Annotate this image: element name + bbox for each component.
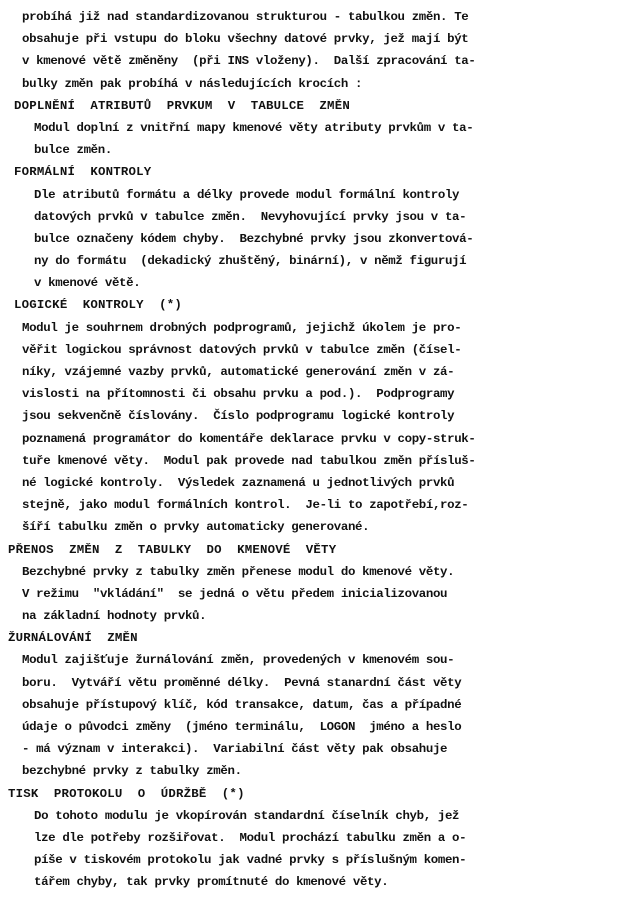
section-prenos-zmen — [8, 539, 613, 628]
text-line: - má význam v interakci). Variabilní část věty pak obsahuje — [22, 742, 448, 757]
section-heading: PŘENOS ZMĚN Z TABULKY DO KMENOVÉ VĚTY — [8, 542, 337, 557]
text-line: Bezchybné prvky z tabulky změn přenese modul do kmenové věty. — [22, 564, 455, 579]
text-line: probíhá již nad standardizovanou strukturou - tabulkou změn. Te — [22, 10, 469, 24]
text-line: lze dle potřeby rozšiřovat. Modul prochází tabulku změn a o- — [34, 830, 467, 845]
text-line: Modul zajišťuje žurnálování změn, provedených v kmenovém sou- — [22, 653, 455, 668]
section-heading: FORMÁLNÍ KONTROLY — [14, 165, 152, 180]
text-line: poznamená programátor do komentáře deklarace prvku v copy-struk- — [22, 431, 476, 446]
text-line: věřit logickou správnost datových prvků v tabulce změn (čísel- — [22, 342, 462, 357]
text-line: níky, vzájemné vazby prvků, automatické generování změn v zá- — [22, 365, 455, 379]
text-line: Modul doplní z vnitřní mapy kmenové věty atributy prvkům v ta- — [34, 120, 474, 135]
text-line: Dle atributů formátu a délky provede modul formální kontroly — [34, 187, 460, 202]
text-line: V režimu "vkládání" se jedná o větu předem inicializovanou — [22, 586, 448, 601]
intro-paragraph — [8, 6, 613, 95]
text-line: datových prvků v tabulce změn. Nevyhovující prvky jsou v ta- — [34, 209, 467, 224]
text-line: píše v tiskovém protokolu jak vadné prvky s příslušným komen- — [34, 853, 467, 868]
text-line: bezchybné prvky z tabulky změn. — [22, 764, 242, 779]
section-doplneni-atributu — [8, 95, 613, 162]
text-line: na základní hodnoty prvků. — [22, 609, 207, 624]
text-line: jsou sekvenčně číslovány. Číslo podprogramu logické kontroly — [22, 409, 455, 424]
text-line: Modul je souhrnem drobných podprogramů, jejichž úkolem je pro- — [22, 320, 462, 335]
text-line: bulce změn. — [34, 143, 112, 158]
text-line: tuře kmenové věty. Modul pak provede nad tabulkou změn přísluš- — [22, 453, 476, 468]
section-heading: ŽURNÁLOVÁNÍ ZMĚN — [8, 631, 138, 646]
text-line: bulky změn pak probíhá v následujících krocích : — [22, 76, 363, 91]
text-line: v kmenové větě změněny (při INS vloženy). Další zpracování ta- — [22, 54, 476, 69]
text-line: né logické kontroly. Výsledek zaznamená u jednotlivých prvků — [22, 475, 455, 490]
text-line: obsahuje při vstupu do bloku všechny datové prvky, jež mají být — [22, 32, 469, 47]
text-line: šíří tabulku změn o prvky automaticky generované. — [22, 520, 370, 535]
section-formalni-kontroly — [8, 161, 613, 294]
text-line: stejně, jako modul formálních kontrol. Je-li to zapotřebí,roz- — [22, 498, 469, 513]
text-line: Do tohoto modulu je vkopírován standardní číselník chyb, jež — [34, 808, 460, 823]
section-tisk-protokolu — [8, 783, 613, 894]
section-heading: TISK PROTOKOLU O ÚDRŽBĚ (*) — [8, 786, 245, 801]
text-line: tářem chyby, tak prvky promítnuté do kmenové věty. — [34, 875, 389, 890]
section-zurnalovani-zmen — [8, 627, 613, 782]
text-line: v kmenové větě. — [34, 276, 141, 291]
section-logicke-kontroly — [8, 294, 613, 538]
text-line: údaje o původci změny (jméno terminálu, LOGON jméno a heslo — [22, 720, 462, 734]
text-line: ny do formátu (dekadický zhuštěný, binární), v němž figurují — [34, 254, 467, 269]
text-line: obsahuje přístupový klíč, kód transakce, datum, čas a případné — [22, 697, 462, 712]
section-heading: LOGICKÉ KONTROLY (*) — [14, 298, 182, 313]
text-line: vislosti na přítomnosti či obsahu prvku a pod.). Podprogramy — [22, 387, 455, 402]
section-heading: DOPLNĚNÍ ATRIBUTŮ PRVKUM V TABULCE ZMĚN — [14, 98, 350, 113]
text-line: boru. Vytváří větu proměnné délky. Pevná stanardní část věty — [22, 675, 462, 690]
text-line: bulce označeny kódem chyby. Bezchybné prvky jsou zkonvertová- — [34, 231, 474, 246]
